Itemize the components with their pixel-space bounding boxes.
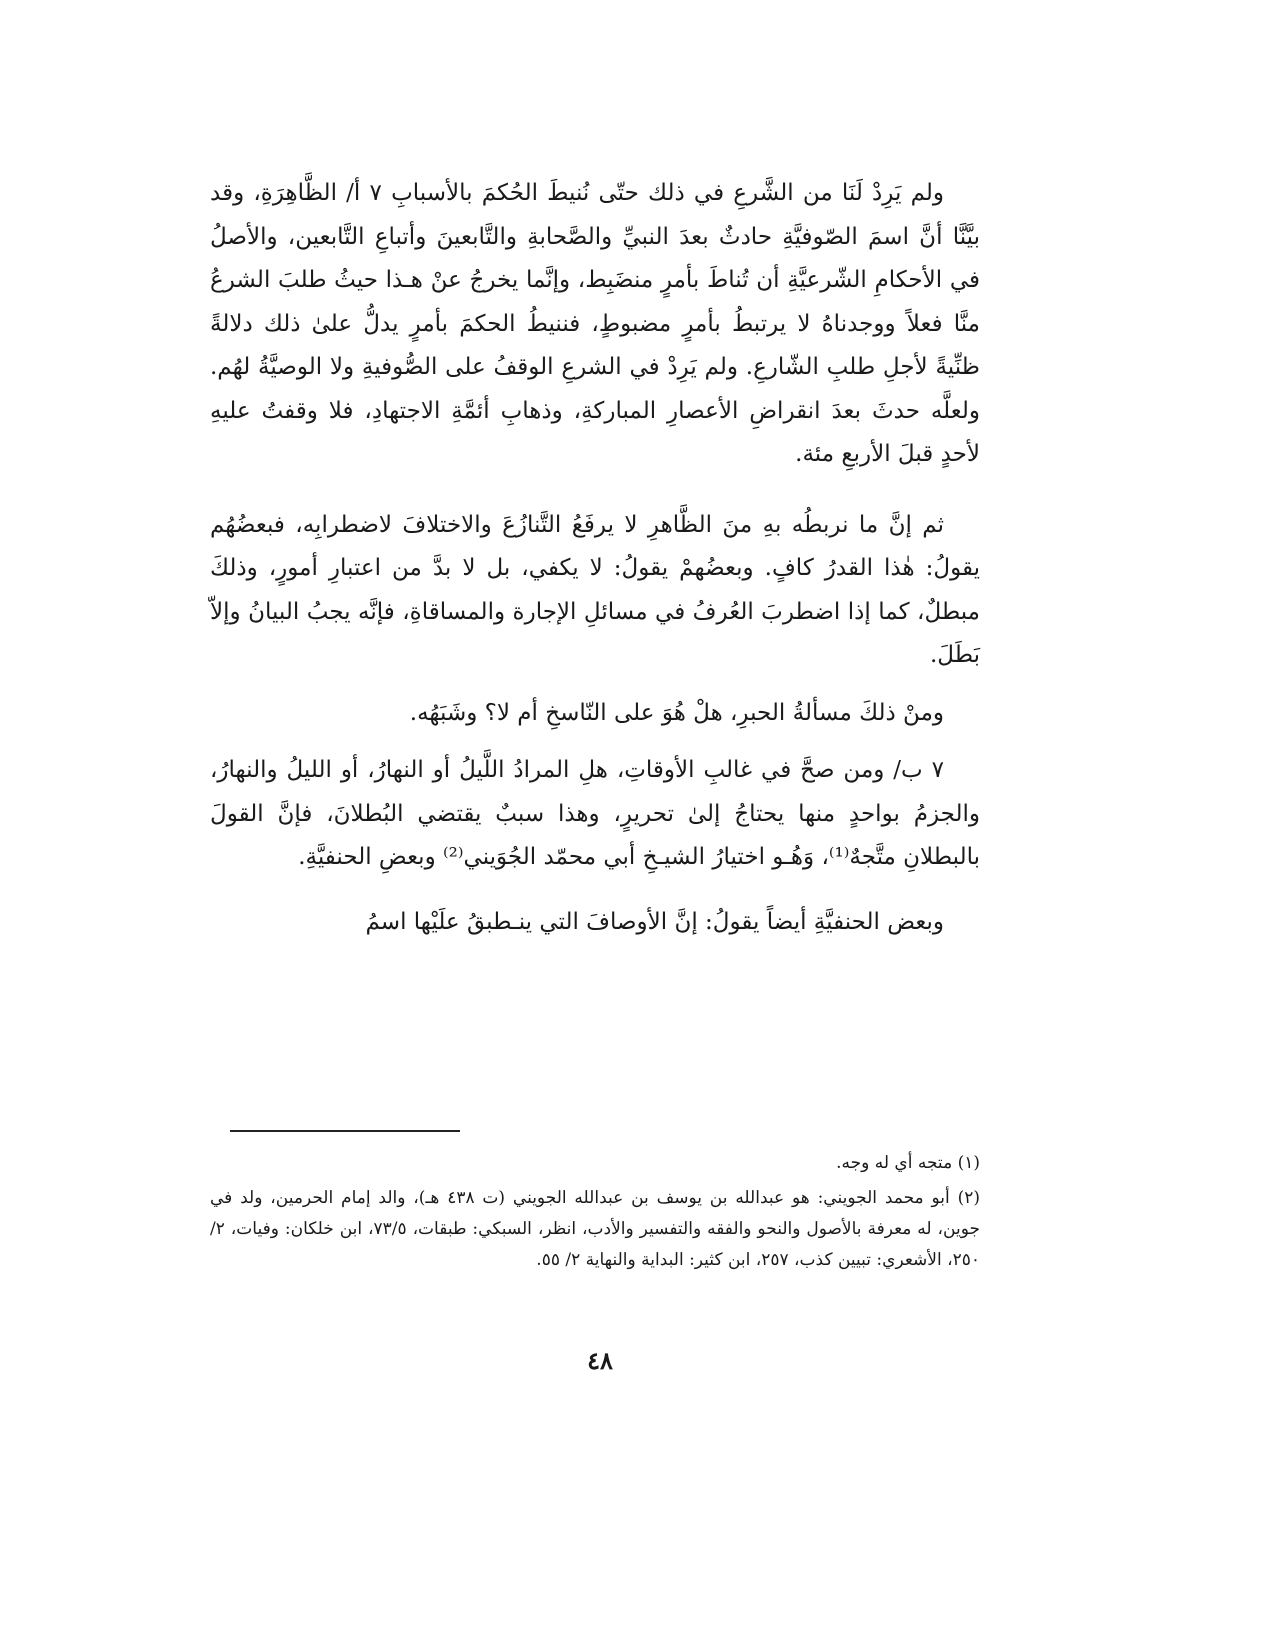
footnote-1: (١) متجه أي له وجه.: [836, 1153, 980, 1173]
paragraph-2: ثم إنَّ ما نربطُه بهِ منَ الظَّاهرِ لا يرفَعُ التَّنازُعَ والاختلافَ لاضطرابِه، فبعضُهُم يقولُ: هٰذا القدرُ كافٍ. وبعضُهمْ يقولُ: لا يكفي، بل لا بدَّ من اعتبارِ أمورٍ، وذلكَ مبطلٌ، كما إذا اضطربَ العُرفُ في مسائلِ الإجارة والمساقاةِ، فإنَّه يجبُ البيانُ وإلاّ بَطَلَ.: [210, 511, 980, 668]
footnotes: [210, 1148, 980, 1280]
footnote-2: (٢) أبو محمد الجويني: هو عبدالله بن يوسف بن عبدالله الجويني (ت ٤٣٨ هـ)، والد إمام الحرمين، ولد في جوين، له معرفة بالأصول والنحو والفقه والتفسير والأدب، انظر، السبكي: طبقات، ٧٣/٥، ابن خلكان: وفيات، ٢/ ٢٥٠، الأشعري: تبيين كذب، ٢٥٧، ابن كثير: البداية والنهاية ٢/ ٥٥.: [210, 1188, 980, 1270]
footnote-divider: [230, 1130, 460, 1132]
paragraph-3: ومنْ ذلكَ مسألةُ الحبرِ، هلْ هُوَ على النّاسخِ أم لا؟ وشَبَهُه.: [409, 699, 944, 726]
paragraph-1: ولم يَرِدْ لَنَا من الشَّرعِ في ذلك حتّى نُنيطَ الحُكمَ بالأسبابِ ٧ أ/ الظَّاهِرَةِ، وقد بيَّنَّا أنَّ اسمَ الصّوفيَّةِ حادثٌ بعدَ النبيِّ والصَّحابةِ والتَّابعينَ وأتباعِ التَّابعين، والأصلُ في الأحكامِ الشّرعيَّةِ أن تُناطَ بأمرٍ منضَبِط، وإنَّما يخرجُ عنْ هـذا حيثُ طلبَ الشرعُ منَّا فعلاً ووجدناهُ لا يرتبطُ بأمرٍ مضبوطٍ، فننيطُ الحكمَ بأمرٍ يدلُّ علىٰ ذلك دلالةً ظنِّيةً لأجلِ طلبِ الشّارعِ. ولم يَرِدْ في الشرعِ الوقفُ على الصُّوفيةِ ولا الوصيَّةُ لهُم. ولعلَّه حدثَ بعدَ انقراضِ الأعصارِ المباركةِ، وذهابِ أئمَّةِ الاجتهادِ، فلا وقفتُ عليهِ لأحدٍ قبلَ الأربعِ مئة.: [210, 180, 980, 467]
page-number: ٤٨: [587, 1346, 613, 1375]
paragraph-5: وبعض الحنفيَّةِ أيضاً يقولُ: إنَّ الأوصافَ التي ينـطبقُ علَيْها اسمُ: [365, 908, 944, 935]
paragraph-4: ٧ ب/ ومن صحَّ في غالبِ الأوقاتِ، هلِ المرادُ اللَّيلُ أو النهارُ، أو الليلُ والنهارُ، والجزمُ بواحدٍ منها يحتاجُ إلىٰ تحريرٍ، وهذا سببٌ يقتضي البُطلانَ، فإنَّ القولَ بالبطلانِ متَّجهٌ⁽¹⁾، وَهُـو اختيارُ الشيـخِ أبي محمّد الجُوَيني⁽²⁾ وبعضِ الحنفيَّةِ.: [210, 757, 980, 870]
main-text: [210, 172, 980, 944]
